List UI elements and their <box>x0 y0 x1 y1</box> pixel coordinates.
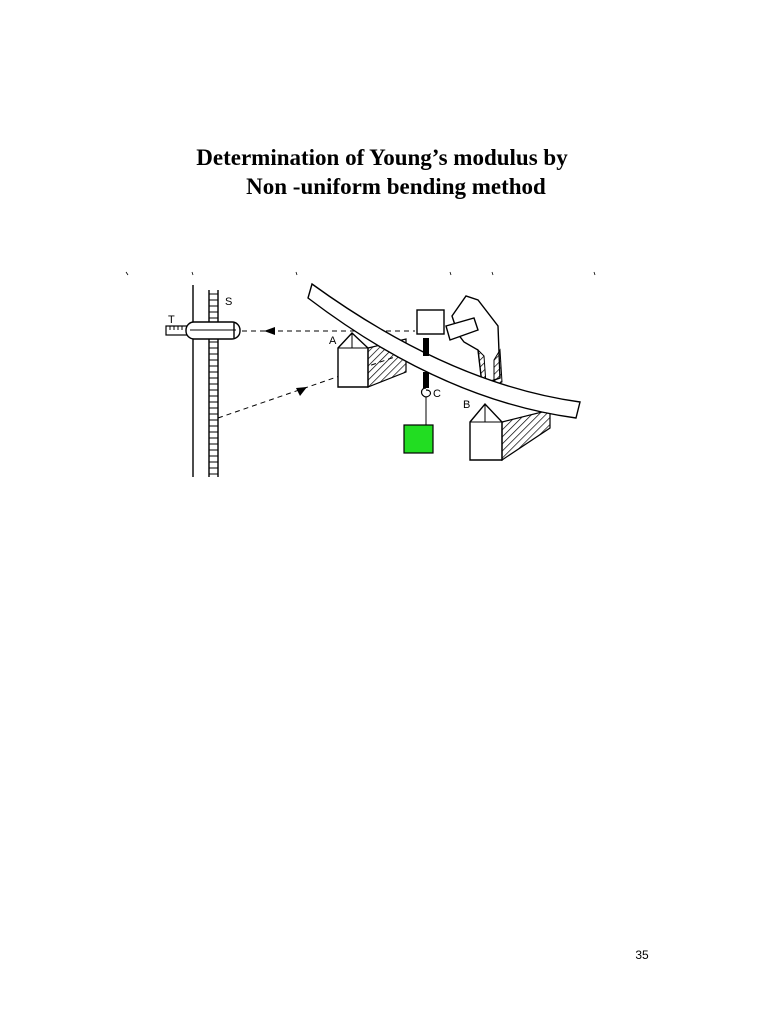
weight <box>404 425 433 453</box>
scan-marks <box>126 272 595 275</box>
knife-edge-b <box>470 404 550 460</box>
mirror <box>417 310 444 334</box>
label-c: C <box>433 388 441 400</box>
label-s: S <box>225 296 233 308</box>
title-line-2: Non -uniform bending method <box>246 174 546 199</box>
title-line-1: Determination of Young’s modulus by <box>196 145 568 170</box>
arrow-head-left <box>264 327 275 335</box>
telescope <box>166 322 240 339</box>
label-a: A <box>329 335 337 347</box>
arrow-head-up <box>296 387 307 396</box>
label-b: B <box>463 399 471 411</box>
page-number: 35 <box>635 948 649 962</box>
apparatus-diagram <box>120 260 610 485</box>
page-title <box>0 143 768 201</box>
label-t: T <box>168 314 175 326</box>
vertical-scale <box>209 290 218 477</box>
